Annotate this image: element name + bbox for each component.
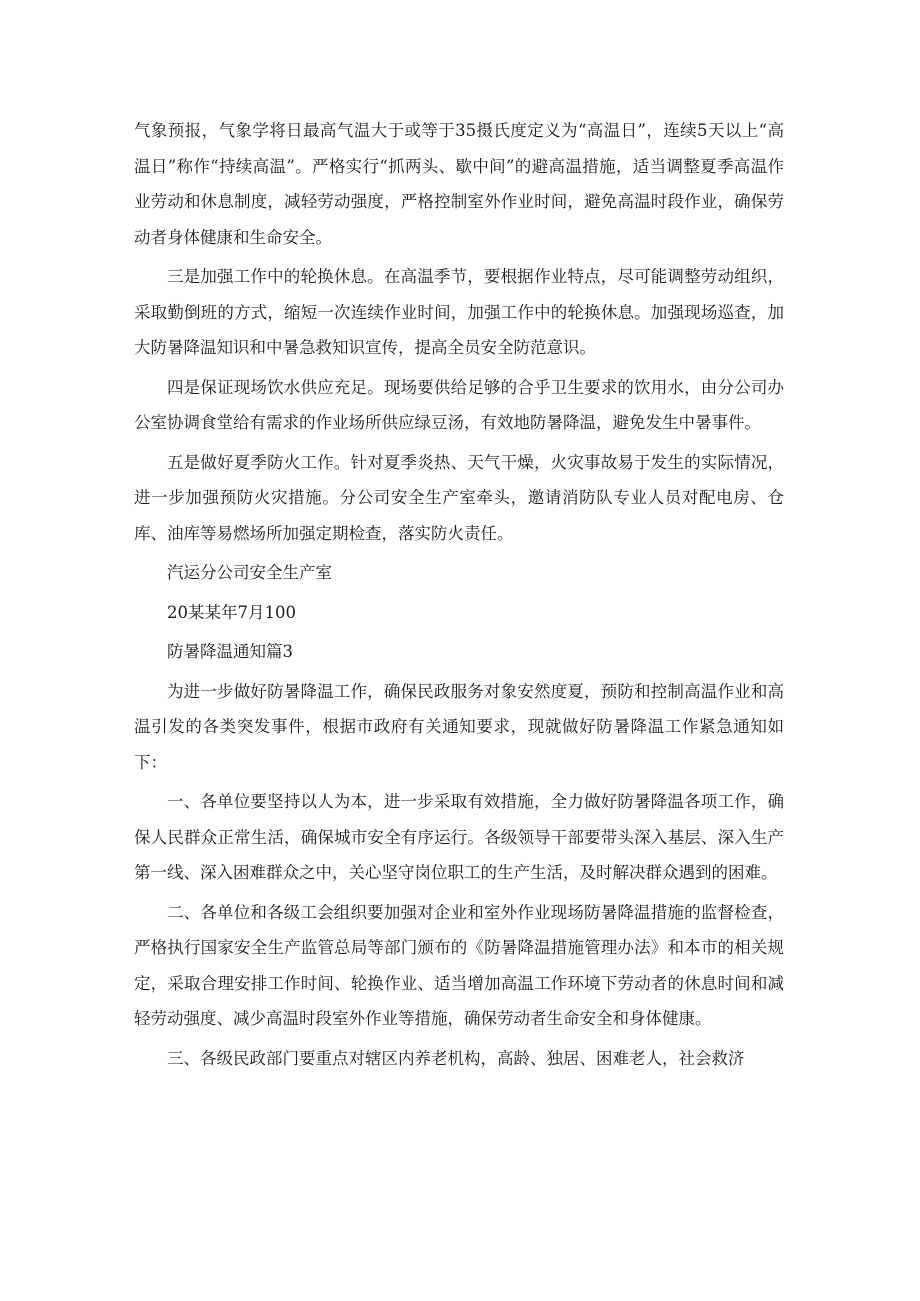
section-heading: 防暑降温通知篇3 (167, 642, 293, 661)
paragraph-item-two: 二、各单位和各级工会组织要加强对企业和室外作业现场防暑降温措施的监督检查，严格执行国家安全生产监管总局等部门颁布的《防暑降温措施管理办法》和本市的相关规定，采取合理安排工作时间、轮换作业、适当增加高温工作环境下劳动者的休息时间和减轻劳动强度、减少高温时段室外作业等措施，确保劳动者生命安全和身体健康。 (134, 902, 784, 1028)
paragraph-rotation-rest: 三是加强工作中的轮换休息。在高温季节，要根据作业特点，尽可能调整劳动组织，采取勤倒班的方式，缩短一次连续作业时间，加强工作中的轮换休息。加强现场巡查，加大防暑降温知识和中暑急救知识宣传，提高全员安全防范意识。 (134, 267, 784, 357)
signature-date: 20某某年7月100 (167, 602, 296, 622)
paragraph-fire-prevention: 五是做好夏季防火工作。针对夏季炎热、天气干燥，火灾事故易于发生的实际情况，进一步加强预防火灾措施。分公司安全生产室牵头，邀请消防队专业人员对配电房、仓库、油库等易燃场所加强定期检查，落实防火责任。 (134, 452, 784, 543)
paragraph-water-supply: 四是保证现场饮水供应充足。现场要供给足够的合乎卫生要求的饮用水，由分公司办公室协调食堂给有需求的作业场所供应绿豆汤，有效地防暑降温，避免发生中暑事件。 (134, 377, 784, 432)
document-body (134, 113, 784, 1080)
paragraph-notice-intro: 为进一步做好防暑降温工作，确保民政服务对象安然度夏，预防和控制高温作业和高温引发的各类突发事件，根据市政府有关通知要求，现就做好防暑降温工作紧急通知如下： (134, 681, 784, 772)
paragraph-item-three: 三、各级民政部门要重点对辖区内养老机构，高龄、独居、困难老人，社会救济 (167, 1048, 745, 1068)
paragraph-item-one: 一、各单位要坚持以人为本，进一步采取有效措施，全力做好防暑降温各项工作，确保人民群众正常生活，确保城市安全有序运行。各级领导干部要带头深入基层、深入生产第一线、深入困难群众之中，关心坚守岗位职工的生产生活，及时解决群众遇到的困难。 (134, 792, 784, 882)
paragraph-continued-weather: 气象预报，气象学将日最高气温大于或等于35摄氏度定义为“高温日”，连续5天以上“高温日”称作“持续高温”。严格实行“抓两头、歇中间”的避高温措施，适当调整夏季高温作业劳动和休息制度，减轻劳动强度，严格控制室外作业时间，避免高温时段作业，确保劳动者身体健康和生命安全。 (134, 121, 784, 247)
signature-department: 汽运分公司安全生产室 (167, 563, 332, 582)
